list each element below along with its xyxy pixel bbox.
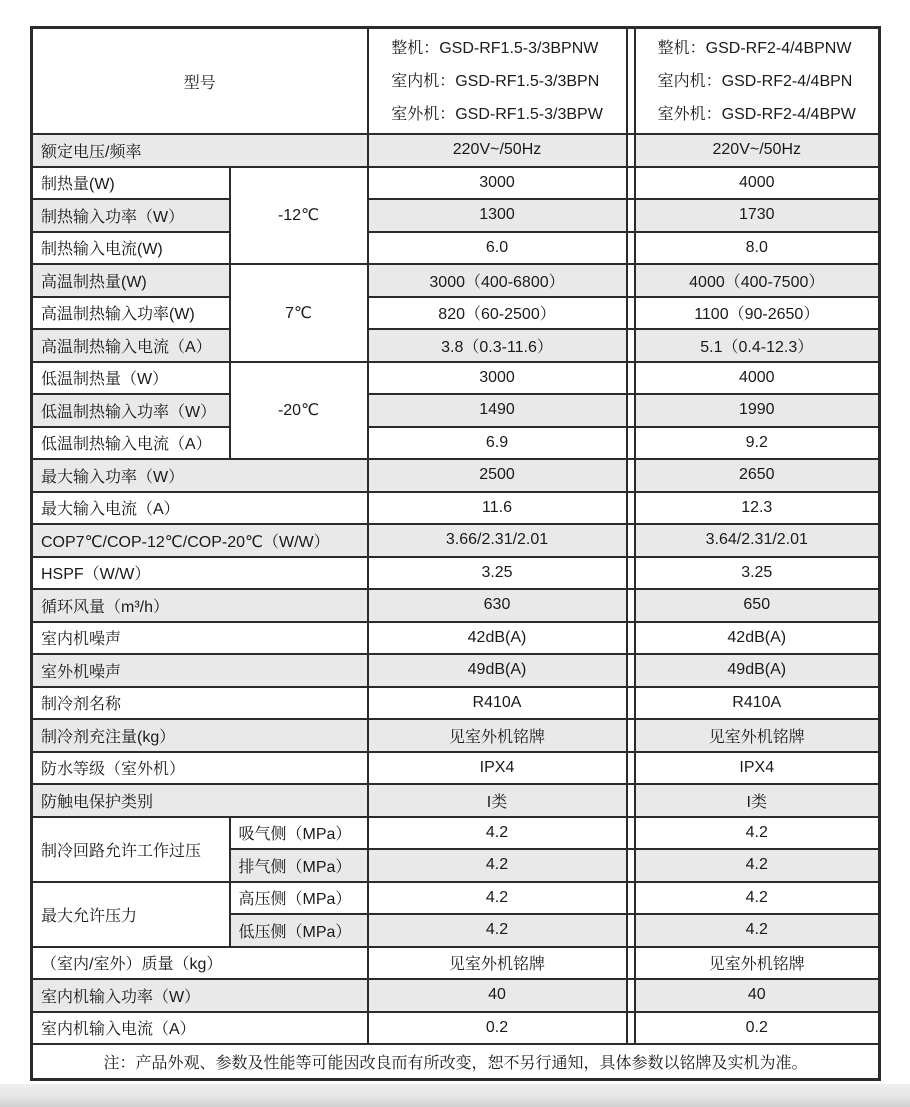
- row-value-2: R410A: [635, 687, 880, 720]
- row-value-2: 见室外机铭牌: [635, 719, 880, 752]
- row-value-2: 见室外机铭牌: [635, 947, 880, 980]
- row-value-2: 40: [635, 979, 880, 1012]
- row-value-2: 2650: [635, 459, 880, 492]
- row-label: 制冷剂充注量(kg）: [32, 719, 368, 752]
- column-gap: [627, 719, 635, 752]
- row-value-2: 9.2: [635, 427, 880, 460]
- row-value-1: 40: [368, 979, 627, 1012]
- row-label: 高温制热输入电流（A）: [32, 329, 230, 362]
- row-value-1: 220V~/50Hz: [368, 134, 627, 167]
- row-value-1: 4.2: [368, 882, 627, 915]
- row-value-1: 6.9: [368, 427, 627, 460]
- row-label: 额定电压/频率: [32, 134, 368, 167]
- column-gap: [627, 459, 635, 492]
- spec-row-indoor-input-power: [32, 979, 880, 1012]
- row-label: 制冷剂名称: [32, 687, 368, 720]
- spec-row-heating-input-power: [32, 199, 880, 232]
- row-label: （室内/室外）质量（kg）: [32, 947, 368, 980]
- row-label: 最大输入功率（W）: [32, 459, 368, 492]
- row-value-2: 3.64/2.31/2.01: [635, 524, 880, 557]
- row-label: 高温制热输入功率(W): [32, 297, 230, 330]
- column-gap: [627, 557, 635, 590]
- row-sublabel: 吸气侧（MPa）: [230, 817, 368, 850]
- row-value-1: 0.2: [368, 1012, 627, 1045]
- row-label: 室内机噪声: [32, 622, 368, 655]
- column-gap: [627, 882, 635, 915]
- row-sublabel: 高压侧（MPa）: [230, 882, 368, 915]
- row-value-1: 见室外机铭牌: [368, 947, 627, 980]
- spec-row-weight: [32, 947, 880, 980]
- row-value-1: 6.0: [368, 232, 627, 265]
- row-value-1: 2500: [368, 459, 627, 492]
- column-gap: [627, 1012, 635, 1045]
- row-value-2: 4.2: [635, 817, 880, 850]
- product2-model-cell: [635, 28, 880, 135]
- row-sublabel: 低压侧（MPa）: [230, 914, 368, 947]
- spec-row-rated-voltage: [32, 134, 880, 167]
- row-value-1: 820（60-2500）: [368, 297, 627, 330]
- row-label: 室内机输入功率（W）: [32, 979, 368, 1012]
- spec-row-waterproof-rating: [32, 752, 880, 785]
- row-value-1: 49dB(A): [368, 654, 627, 687]
- row-value-1: 3.66/2.31/2.01: [368, 524, 627, 557]
- row-sublabel: 排气侧（MPa）: [230, 849, 368, 882]
- row-value-1: IPX4: [368, 752, 627, 785]
- row-value-2: 49dB(A): [635, 654, 880, 687]
- row-value-2: 650: [635, 589, 880, 622]
- column-gap: [627, 654, 635, 687]
- table-header-row: [32, 28, 880, 135]
- spec-row-highpressure-side: [32, 882, 880, 915]
- spec-row-heating-input-current: [32, 232, 880, 265]
- row-value-1: 3000（400-6800）: [368, 264, 627, 297]
- row-label: COP7℃/COP-12℃/COP-20℃（W/W）: [32, 524, 368, 557]
- column-gap: [627, 914, 635, 947]
- row-value-2: 1730: [635, 199, 880, 232]
- row-label: 低温制热输入电流（A）: [32, 427, 230, 460]
- row-value-1: 3.25: [368, 557, 627, 590]
- column-gap: [627, 167, 635, 200]
- spec-row-refrigerant-name: [32, 687, 880, 720]
- column-gap: [627, 232, 635, 265]
- column-gap: [627, 362, 635, 395]
- spec-row-max-input-power: [32, 459, 880, 492]
- row-value-1: 42dB(A): [368, 622, 627, 655]
- row-label: 室内机输入电流（A）: [32, 1012, 368, 1045]
- product2-outdoor-model: 室外机：GSD-RF2-4/4BPW: [657, 105, 856, 123]
- row-value-2: 0.2: [635, 1012, 880, 1045]
- row-value-2: 4000: [635, 362, 880, 395]
- table-note-row: [32, 1044, 880, 1080]
- row-value-2: I类: [635, 784, 880, 817]
- row-value-1: 4.2: [368, 817, 627, 850]
- column-gap: [627, 297, 635, 330]
- spec-row-shock-protection-class: [32, 784, 880, 817]
- spec-row-outdoor-noise: [32, 654, 880, 687]
- row-value-1: 630: [368, 589, 627, 622]
- row-value-2: 4000: [635, 167, 880, 200]
- row-value-2: 1100（90-2650）: [635, 297, 880, 330]
- row-value-2: 4.2: [635, 914, 880, 947]
- product1-outdoor-model: 室外机：GSD-RF1.5-3/3BPW: [391, 105, 603, 123]
- row-label: 低温制热量（W）: [32, 362, 230, 395]
- spec-table: [30, 26, 881, 1081]
- spec-row-hightemp-heating-capacity: [32, 264, 880, 297]
- row-value-1: 11.6: [368, 492, 627, 525]
- note-text: 注：产品外观、参数及性能等可能因改良而有所改变，恕不另行通知，具体参数以铭牌及实机为准。: [32, 1044, 880, 1080]
- row-value-2: 12.3: [635, 492, 880, 525]
- pressure-group-overpressure: 制冷回路允许工作过压: [32, 817, 230, 882]
- row-value-1: 3.8（0.3-11.6）: [368, 329, 627, 362]
- page-bottom-band: [0, 1084, 910, 1107]
- row-value-1: I类: [368, 784, 627, 817]
- row-label: 高温制热量(W): [32, 264, 230, 297]
- pressure-group-max-pressure: 最大允许压力: [32, 882, 230, 947]
- spec-row-air-flow: [32, 589, 880, 622]
- row-label: 防水等级（室外机）: [32, 752, 368, 785]
- column-gap: [627, 947, 635, 980]
- column-gap: [627, 199, 635, 232]
- row-value-1: 3000: [368, 167, 627, 200]
- spec-row-refrigerant-charge: [32, 719, 880, 752]
- row-value-2: 4.2: [635, 882, 880, 915]
- model-header-cell: 型号: [32, 28, 368, 135]
- row-value-2: 42dB(A): [635, 622, 880, 655]
- column-gap: [627, 622, 635, 655]
- row-label: 防触电保护类别: [32, 784, 368, 817]
- row-value-2: 8.0: [635, 232, 880, 265]
- row-value-2: 220V~/50Hz: [635, 134, 880, 167]
- row-label: 室外机噪声: [32, 654, 368, 687]
- row-label: HSPF（W/W）: [32, 557, 368, 590]
- row-value-1: 3000: [368, 362, 627, 395]
- row-value-1: 1300: [368, 199, 627, 232]
- spec-row-lowtemp-input-current: [32, 427, 880, 460]
- row-label: 制热量(W): [32, 167, 230, 200]
- row-value-1: R410A: [368, 687, 627, 720]
- row-value-2: 1990: [635, 394, 880, 427]
- spec-row-lowtemp-heating-capacity: [32, 362, 880, 395]
- column-gap: [627, 979, 635, 1012]
- column-gap: [627, 687, 635, 720]
- column-gap: [627, 817, 635, 850]
- column-gap: [627, 394, 635, 427]
- spec-row-lowtemp-input-power: [32, 394, 880, 427]
- spec-row-hightemp-input-current: [32, 329, 880, 362]
- row-value-2: 3.25: [635, 557, 880, 590]
- row-value-1: 4.2: [368, 914, 627, 947]
- column-gap: [627, 784, 635, 817]
- row-label: 制热输入功率（W）: [32, 199, 230, 232]
- spec-row-indoor-input-current: [32, 1012, 880, 1045]
- temp-group-minus20: -20℃: [230, 362, 368, 460]
- column-gap: [627, 492, 635, 525]
- row-value-2: 4000（400-7500）: [635, 264, 880, 297]
- spec-row-cop: [32, 524, 880, 557]
- column-gap: [627, 427, 635, 460]
- row-value-1: 4.2: [368, 849, 627, 882]
- row-value-1: 1490: [368, 394, 627, 427]
- product1-whole-model: 整机：GSD-RF1.5-3/3BPNW: [391, 39, 599, 57]
- row-label: 循环风量（m³/h）: [32, 589, 368, 622]
- spec-row-suction-side: [32, 817, 880, 850]
- row-value-1: 见室外机铭牌: [368, 719, 627, 752]
- column-gap: [627, 264, 635, 297]
- row-label: 制热输入电流(W): [32, 232, 230, 265]
- column-gap: [627, 329, 635, 362]
- product2-whole-model: 整机：GSD-RF2-4/4BPNW: [657, 39, 852, 57]
- column-gap: [627, 589, 635, 622]
- spec-row-max-input-current: [32, 492, 880, 525]
- spec-row-hightemp-input-power: [32, 297, 880, 330]
- column-gap: [627, 752, 635, 785]
- column-gap: [627, 28, 635, 135]
- column-gap: [627, 849, 635, 882]
- product1-model-cell: [368, 28, 627, 135]
- column-gap: [627, 524, 635, 557]
- spec-row-heating-capacity: [32, 167, 880, 200]
- product1-indoor-model: 室内机：GSD-RF1.5-3/3BPN: [391, 72, 600, 90]
- spec-row-hspf: [32, 557, 880, 590]
- row-value-2: 5.1（0.4-12.3）: [635, 329, 880, 362]
- product2-indoor-model: 室内机：GSD-RF2-4/4BPN: [657, 72, 853, 90]
- column-gap: [627, 134, 635, 167]
- row-label: 低温制热输入功率（W）: [32, 394, 230, 427]
- temp-group-plus7: 7℃: [230, 264, 368, 362]
- temp-group-minus12: -12℃: [230, 167, 368, 265]
- row-value-2: IPX4: [635, 752, 880, 785]
- row-value-2: 4.2: [635, 849, 880, 882]
- row-label: 最大输入电流（A）: [32, 492, 368, 525]
- spec-row-indoor-noise: [32, 622, 880, 655]
